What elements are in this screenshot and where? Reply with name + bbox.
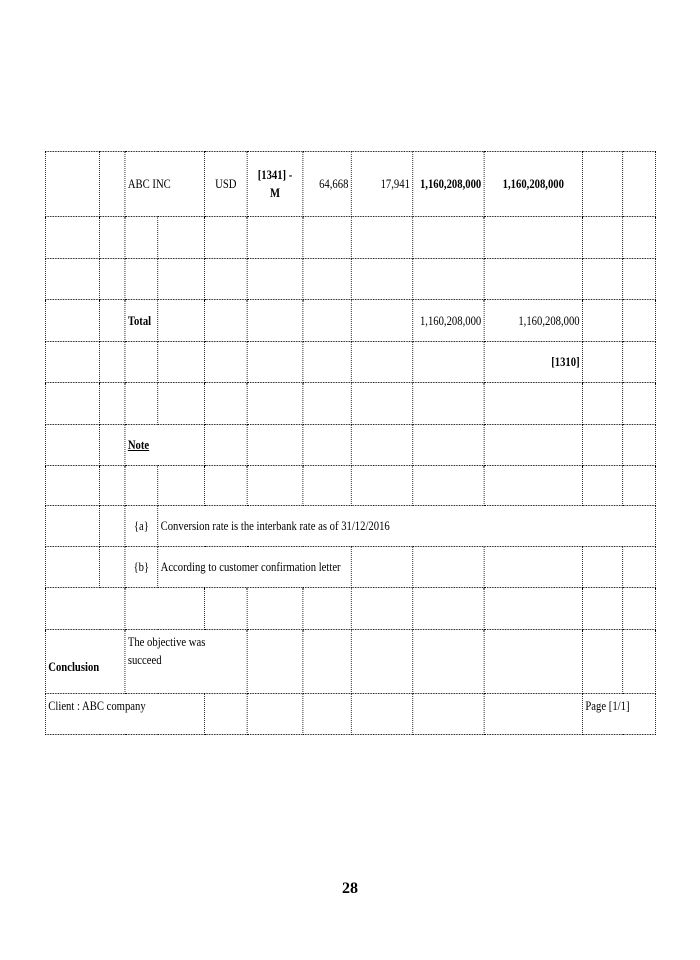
- table-row: [45, 152, 655, 217]
- note-key: {a}: [125, 506, 158, 547]
- audit-table: [45, 151, 656, 735]
- table-row: [45, 259, 655, 300]
- note-key: {b}: [125, 547, 158, 588]
- table-row: [45, 383, 655, 425]
- table-row: [45, 342, 655, 383]
- footer-row: [45, 694, 655, 735]
- confirmed-value: 1,160,208,000: [484, 152, 582, 217]
- total-confirmed-value: 1,160,208,000: [484, 300, 582, 342]
- currency: USD: [204, 152, 247, 217]
- page-indicator: Page [1/1]: [583, 694, 656, 735]
- amount-usd: 64,668: [303, 152, 351, 217]
- page-number: 28: [342, 880, 358, 897]
- note-row: [45, 506, 655, 547]
- table-row: [45, 217, 655, 259]
- total-row: [45, 300, 655, 342]
- note-heading: Note: [125, 425, 205, 466]
- note-text: Conversion rate is the interbank rate as of 31/12/2016: [158, 506, 656, 547]
- total-label: Total: [125, 300, 158, 342]
- total-book-value: 1,160,208,000: [413, 300, 484, 342]
- exchange-rate: 17,941: [351, 152, 413, 217]
- conclusion-row: [45, 630, 655, 694]
- reference-code: [1341] - M: [247, 152, 303, 217]
- note-heading-row: [45, 425, 655, 466]
- conclusion-text: The objective was succeed: [125, 630, 247, 694]
- table-row: [45, 466, 655, 506]
- note-text: According to customer confirmation letter: [158, 547, 352, 588]
- book-value: 1,160,208,000: [413, 152, 484, 217]
- total-reference: [1310]: [484, 342, 582, 383]
- client-name: Client : ABC company: [45, 694, 204, 735]
- entity-name: ABC INC: [125, 152, 205, 217]
- note-row: [45, 547, 655, 588]
- conclusion-label: Conclusion: [45, 630, 125, 694]
- table-row: [45, 588, 655, 630]
